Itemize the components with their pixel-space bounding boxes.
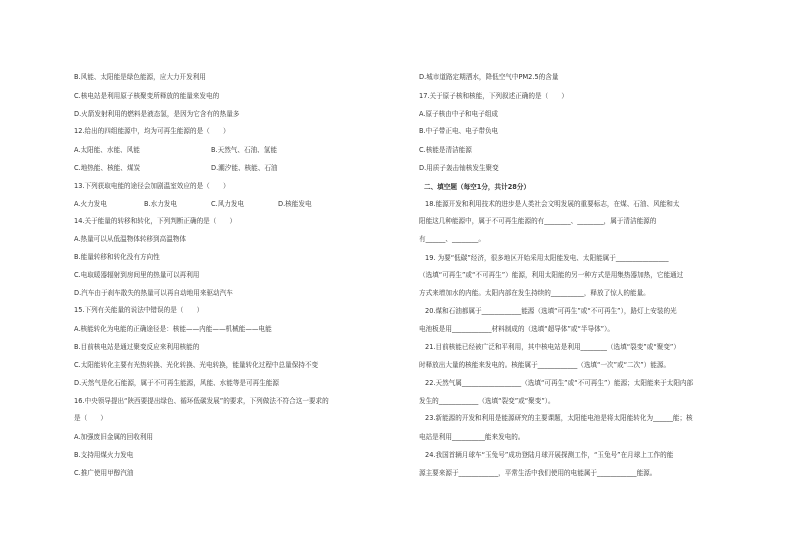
q13-option-d: D.核能发电	[278, 200, 312, 208]
q17-option-d: D.用质子轰击铀核发生聚变	[419, 164, 499, 172]
q21-line-2: 时释放出大量的核能来发电的。核能属于____________（选填“一次”或“二次”）能源。	[419, 361, 671, 369]
q24-line-1: 24.我国首辆月球车“玉兔号”成功登陆月球开展探测工作，“玉兔号”在月球上工作的能	[425, 451, 674, 459]
q23-line-1: 23.新能源的开发和利用是能源研究的主要课题，太阳能电池是将太阳能转化为______能；核	[425, 414, 693, 422]
q19-line-3: 方式来增加水的内能。太阳内部在发生持续的__________，释放了惊人的能量。	[419, 289, 650, 297]
q16-option-b: B.支持用煤火力发电	[74, 451, 134, 459]
q19-line-1: 19. 为要“低碳”经济，很多地区开始采用太阳能发电、太阳能属于________________	[425, 254, 669, 262]
q15-option-d: D.天然气是化石能源，属于不可再生能源，风能、水能等是可再生能源	[74, 379, 279, 387]
q14-option-d: D.汽车由于刹车散失的热量可以再自动地用来驱动汽车	[74, 289, 233, 297]
q15-option-c: C.太阳能转化主要有光热转换、光化转换、光电转换，能量转化过程中总量保持不变	[74, 361, 319, 369]
q16-option-d: D.城市道路定期洒水，降低空气中PM2.5的含量	[419, 73, 559, 81]
q15-stem: 15.下列有关能量的说法中错误的是（ ）	[74, 306, 204, 314]
q16-stem-line-1: 16.中央领导提出“陕西要提出绿色、循环低碳发展”的要求，下列做法不符合这一要求的	[74, 397, 329, 405]
q13-option-c: C.风力发电	[211, 200, 245, 208]
q13-option-b: B.水力发电	[144, 200, 177, 208]
section-title: 二、填空题（每空1分，共计28分）	[424, 183, 531, 191]
q15-option-a: A.核能转化为电能的正确途径是：核能——内能——机械能——电能	[74, 325, 272, 333]
q17-option-a: A.原子核由中子和电子组成	[419, 110, 499, 118]
q14-stem: 14.关于能量的转移和转化，下列判断正确的是（ ）	[74, 217, 237, 225]
q17-stem: 17.关于原子核和核能，下列叙述正确的是（ ）	[419, 92, 568, 100]
q20-line-2: 电池板是用____________材料制成的（选填“超导体”或“半导体”）。	[419, 325, 614, 333]
q17-option-b: B.中子带正电、电子带负电	[419, 127, 499, 135]
q22-line-2: 发生的____________（选填“裂变”或“聚变”）。	[419, 397, 555, 405]
q14-option-a: A.热量可以从低温物体转移到高温物体	[74, 235, 186, 243]
q12-option-b: B.天然气、石油、氢能	[211, 146, 277, 154]
q15-option-b: B.目前核电站是通过聚变反应来利用核能的	[74, 343, 200, 351]
q24-line-2: 源主要来源于____________，平常生活中我们使用的电能属于____________能源。	[419, 469, 657, 477]
q12-option-a: A.太阳能、水能、风能	[74, 146, 140, 154]
q13-option-a: A.火力发电	[74, 200, 107, 208]
q18-line-3: 有______、________。	[419, 235, 485, 243]
q23-line-2: 电站是利用__________能来发电的。	[419, 433, 525, 441]
q21-line-1: 21.目前核能已经被广泛和平利用，其中核电站是利用________（选填“裂变”或“聚变”）	[425, 343, 680, 351]
q12-option-d: D.潮汐能、核能、石油	[211, 164, 278, 172]
q16-option-a: A.加强废旧金属的回收利用	[74, 433, 154, 441]
q11-option-d: D.火箭发射利用的燃料是液态氢，是因为它含有的热量多	[74, 110, 240, 118]
q20-line-1: 20.煤和石油都属于____________能源（选填“可再生”或“不可再生”），路灯上安装的光	[425, 307, 677, 315]
q16-stem-line-2: 是（ ）	[74, 414, 107, 422]
q14-option-c: C.电取暖器辐射到房间里的热量可以再利用	[74, 271, 200, 279]
q11-option-c: C.核电站是利用原子核聚变所释放的能量来发电的	[74, 92, 220, 100]
q22-line-1: 22.天然气属__________________（选填“可再生”或“不可再生”）能源；太阳能来于太阳内部	[425, 379, 694, 387]
q17-option-c: C.核能是清洁能源	[419, 146, 472, 154]
q14-option-b: B.能量转移和转化没有方向性	[74, 253, 160, 261]
q13-stem: 13.下列获取电能的途径会加剧温室效应的是（ ）	[74, 182, 230, 190]
q12-option-c: C.地热能、核能、煤炭	[74, 164, 141, 172]
q18-line-1: 18.能源开发和利用技术的进步是人类社会文明发展的重要标志，在煤、石油、风能和太	[425, 200, 680, 208]
q18-line-2: 阳能这几种能源中，属于不可再生能源的有________、________，属于清洁能源的	[419, 217, 657, 225]
q19-line-2: （选填“可再生”或“不可再生”）能源，利用太阳能的另一种方式是用集热器加热，它能通过	[419, 271, 684, 279]
q12-stem: 12.给出的四组能源中，均为可再生能源的是（ ）	[74, 127, 230, 135]
q16-option-c: C.推广使用甲醇汽油	[74, 469, 134, 477]
q11-option-b: B.风能、太阳能是绿色能源，应大力开发利用	[74, 73, 206, 81]
